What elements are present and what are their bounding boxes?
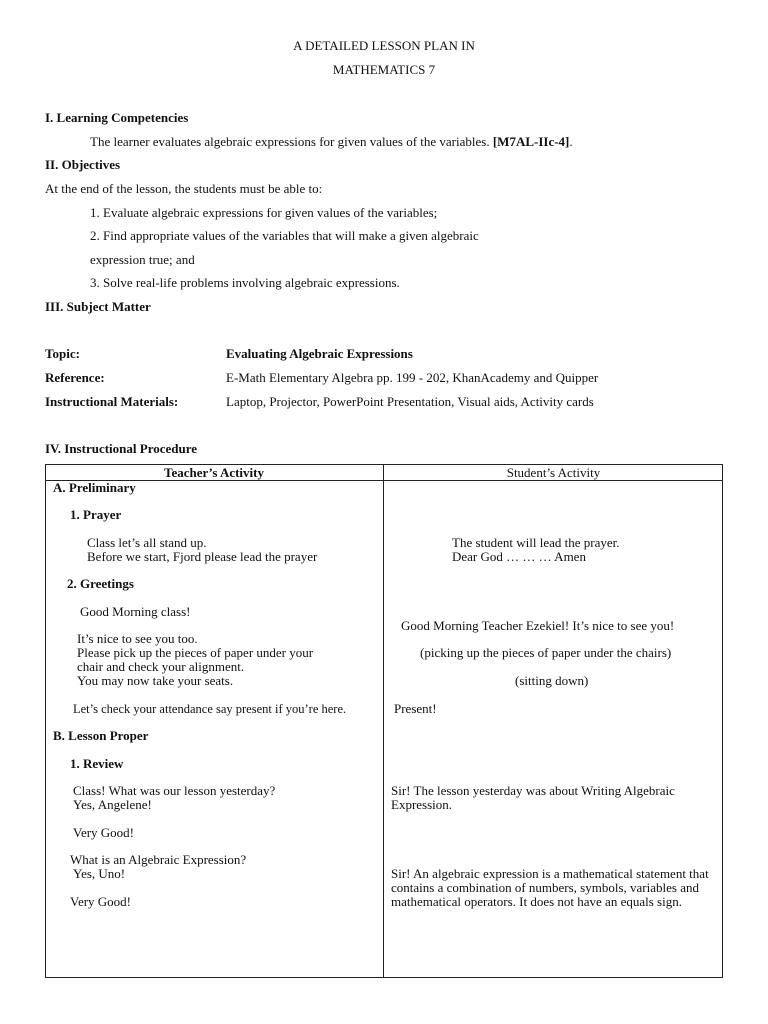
student-sitting: (sitting down) (515, 673, 589, 688)
teacher-review-line2: Yes, Angelene! (73, 797, 152, 812)
student-greeting: Good Morning Teacher Ezekiel! It’s nice to see you! (401, 618, 675, 633)
teacher-very-good-2: Very Good! (70, 894, 132, 909)
section-lesson-proper: B. Lesson Proper (53, 728, 149, 743)
objectives-intro: At the end of the lesson, the students must be able to: (45, 181, 323, 196)
competencies-end: . (569, 134, 573, 149)
competency-code: [M7AL-IIc-4] (492, 134, 570, 149)
competencies-heading: I. Learning Competencies (45, 110, 189, 125)
table-header-divider (45, 480, 723, 481)
student-definition-answer: Sir! An algebraic expression is a mathematical statement that contains a combination of numbers, symbols, variables and mathematical operators. It does not have an equals sign. (391, 866, 709, 909)
reference-value: E-Math Elementary Algebra pp. 199 - 202, KhanAcademy and Quipper (226, 370, 599, 385)
topic-value: Evaluating Algebraic Expressions (226, 346, 413, 361)
teacher-question: What is an Algebraic Expression? (70, 852, 247, 867)
table-column-divider (383, 464, 384, 978)
document-title-line2: MATHEMATICS 7 (332, 62, 436, 77)
objectives-heading: II. Objectives (45, 157, 121, 172)
teacher-review-line1: Class! What was our lesson yesterday? (73, 783, 276, 798)
teacher-pick-line1: Please pick up the pieces of paper under your (77, 645, 314, 660)
competencies-text (90, 134, 573, 150)
section-preliminary: A. Preliminary (53, 480, 136, 495)
objective-item-2-cont: expression true; and (90, 252, 195, 267)
materials-label: Instructional Materials: (45, 394, 179, 409)
objective-item-2: 2. Find appropriate values of the variables that will make a given algebraic (90, 228, 479, 243)
student-review-answer: Sir! The lesson yesterday was about Writing Algebraic Expression. (391, 783, 675, 812)
teacher-greeting: Good Morning class! (80, 604, 191, 619)
student-activity-header: Student’s Activity (506, 465, 601, 480)
document-title-line1: A DETAILED LESSON PLAN IN (293, 38, 475, 53)
teacher-prayer-line1: Class let’s all stand up. (87, 535, 207, 550)
subsection-review: 1. Review (70, 756, 124, 771)
procedure-heading: IV. Instructional Procedure (45, 441, 198, 456)
student-prayer-line1: The student will lead the prayer. (452, 535, 620, 550)
teacher-activity-header: Teacher’s Activity (163, 465, 264, 480)
student-prayer-line2: Dear God … … … Amen (452, 549, 586, 564)
subsection-greetings: 2. Greetings (67, 576, 134, 591)
teacher-nice: It’s nice to see you too. (77, 631, 198, 646)
teacher-attendance: Let’s check your attendance say present if you’re here. (73, 702, 347, 716)
competencies-body: The learner evaluates algebraic expressions for given values of the variables. (90, 134, 490, 149)
teacher-call-uno: Yes, Uno! (73, 866, 126, 881)
materials-value: Laptop, Projector, PowerPoint Presentation, Visual aids, Activity cards (226, 394, 594, 409)
reference-label: Reference: (45, 370, 105, 385)
teacher-prayer-line2: Before we start, Fjord please lead the prayer (87, 549, 318, 564)
subject-heading: III. Subject Matter (45, 299, 151, 314)
objective-item-3: 3. Solve real-life problems involving algebraic expressions. (90, 275, 400, 290)
topic-label: Topic: (45, 346, 80, 361)
subsection-prayer: 1. Prayer (70, 507, 122, 522)
teacher-pick-line2: chair and check your alignment. (77, 659, 245, 674)
teacher-seats: You may now take your seats. (77, 673, 234, 688)
objective-item-1: 1. Evaluate algebraic expressions for given values of the variables; (90, 205, 438, 220)
student-picking-up: (picking up the pieces of paper under the chairs) (420, 645, 672, 660)
student-present: Present! (394, 701, 437, 716)
teacher-very-good-1: Very Good! (73, 825, 135, 840)
